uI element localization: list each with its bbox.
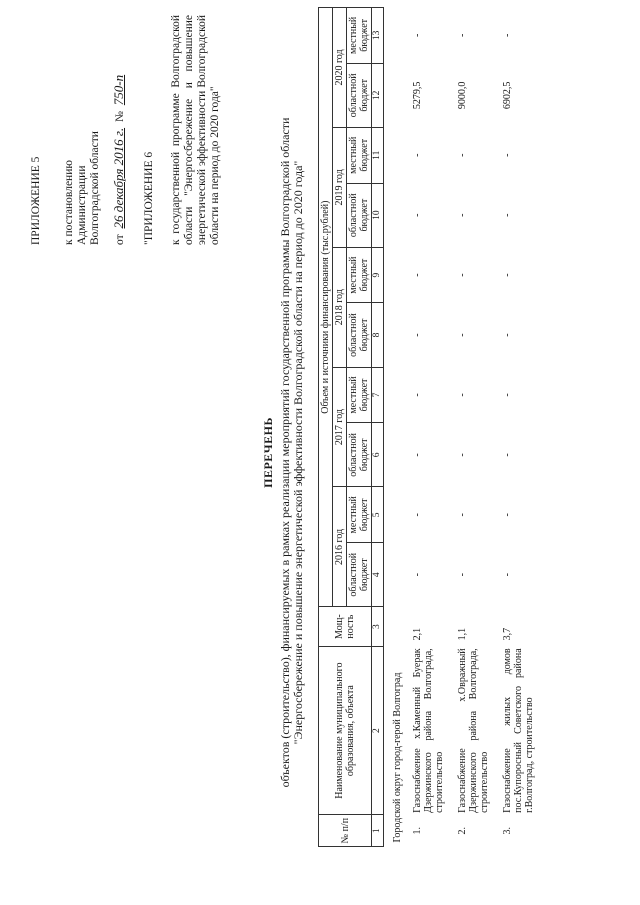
column-number: 7 (372, 367, 384, 423)
funding-cell: - (412, 273, 423, 277)
column-number: 9 (372, 247, 384, 303)
table-row (406, 8, 451, 847)
funding-cell: - (502, 513, 513, 517)
document-subtitle-1: объектов (строительство), финансируемых в рамках реализации мероприятий государственной программы Волгоградской области (278, 117, 292, 788)
header-line-3: Волгоградской области (89, 131, 101, 245)
header-regional-budget: областной бюджет (347, 423, 372, 487)
header-object-name: Наименование муниципального образования, объекта (319, 646, 372, 815)
header-regional-budget: областной бюджет (347, 543, 372, 607)
funding-cell: - (412, 153, 423, 157)
object-name: Газоснабжение х.Каменный Буерак Дзержинского района Волгограда, строительство (412, 648, 445, 813)
decree-number-label: № (114, 111, 126, 123)
decree-number: 750-п (111, 74, 126, 106)
column-number: 10 (372, 183, 384, 247)
column-number: 13 (372, 8, 384, 64)
funding-cell: - (412, 393, 423, 397)
funding-cell: 9000,0 (457, 81, 468, 110)
funding-cell: - (502, 393, 513, 397)
funding-cell: - (412, 513, 423, 517)
decree-date: 26 декабря 2016 г. (111, 127, 126, 229)
funding-cell: - (412, 33, 423, 38)
header-regional-budget: областной бюджет (347, 183, 372, 247)
header-regional-budget: областной бюджет (347, 303, 372, 367)
object-power: 3,7 (502, 627, 513, 641)
column-number: 6 (372, 423, 384, 487)
column-number: 1 (372, 815, 384, 847)
document-subtitle-2: "Энергосбережение и повышение энергетической эффективности Волгоградской области на период до 2020 года" (291, 160, 305, 745)
header-local-budget: местный бюджет (347, 487, 372, 543)
header-funding: Объем и источники финансирования (тыс.рублей) (319, 8, 333, 607)
object-power: 2,1 (412, 627, 423, 641)
funding-cell: - (457, 513, 468, 517)
header-year-2020: 2020 год (333, 8, 347, 128)
table-row (496, 8, 541, 847)
column-number: 12 (372, 63, 384, 127)
header-line-1: к постановлению (63, 160, 75, 245)
funding-cell: - (457, 273, 468, 277)
funding-cell: - (502, 213, 513, 217)
column-number: 8 (372, 303, 384, 367)
funding-cell: - (457, 333, 468, 337)
row-number: 1. (412, 826, 423, 835)
section-heading: Городской округ город-герой Волгоград (392, 672, 403, 843)
prior-appendix-label: "ПРИЛОЖЕНИЕ 6 (143, 151, 155, 245)
header-year-2018: 2018 год (333, 247, 347, 367)
header-number: № п/п (319, 815, 372, 847)
header-local-budget: местный бюджет (347, 8, 372, 64)
funding-cell: - (502, 33, 513, 38)
prior-appendix-text: к государственной программе Волгоградской области "Энергосбережение и повышение энергетической эффективности Волгоградской области на период до 2020 года" (170, 15, 221, 245)
row-number: 2. (457, 826, 468, 835)
appendix-label: ПРИЛОЖЕНИЕ 5 (30, 156, 42, 245)
funding-cell: - (502, 153, 513, 157)
header-regional-budget: областной бюджет (347, 63, 372, 127)
column-number: 2 (372, 646, 384, 815)
funding-cell: - (412, 333, 423, 337)
header-line-2: Администрации (76, 165, 88, 245)
funding-cell: - (502, 573, 513, 577)
funding-cell: - (457, 393, 468, 397)
column-number: 4 (372, 543, 384, 607)
header-local-budget: местный бюджет (347, 367, 372, 423)
decree-line (112, 15, 127, 245)
objects-table (318, 7, 541, 847)
object-power: 1,1 (457, 627, 468, 641)
table-row (451, 8, 496, 847)
decree-prefix: от (114, 234, 126, 245)
row-number: 3. (502, 826, 513, 835)
object-name: Газоснабжение х.Овражный Дзержинского района Волгограда, строительство (457, 648, 490, 813)
column-number: 11 (372, 127, 384, 183)
header-year-2017: 2017 год (333, 367, 347, 487)
funding-cell: - (412, 213, 423, 217)
funding-cell: - (412, 573, 423, 577)
header-local-budget: местный бюджет (347, 247, 372, 303)
funding-cell: - (457, 213, 468, 217)
column-number: 5 (372, 487, 384, 543)
header-local-budget: местный бюджет (347, 127, 372, 183)
approval-header (30, 15, 222, 245)
object-name: Газоснабжение жилых домов пос.Купоросный Советского района г.Волгоград, строительство (502, 648, 535, 813)
funding-cell: - (457, 33, 468, 38)
funding-cell: 6902,5 (502, 81, 513, 110)
funding-cell: - (502, 333, 513, 337)
column-number: 3 (372, 607, 384, 647)
header-year-2016: 2016 год (333, 487, 347, 607)
funding-cell: - (457, 573, 468, 577)
funding-cell: - (457, 153, 468, 157)
document-title: ПЕРЕЧЕНЬ (261, 417, 275, 488)
header-power: Мощ-ность (319, 607, 372, 647)
funding-cell: - (412, 453, 423, 457)
funding-cell: 5279,5 (412, 81, 423, 110)
funding-cell: - (502, 453, 513, 457)
funding-cell: - (457, 453, 468, 457)
funding-cell: - (502, 273, 513, 277)
header-year-2019: 2019 год (333, 127, 347, 247)
